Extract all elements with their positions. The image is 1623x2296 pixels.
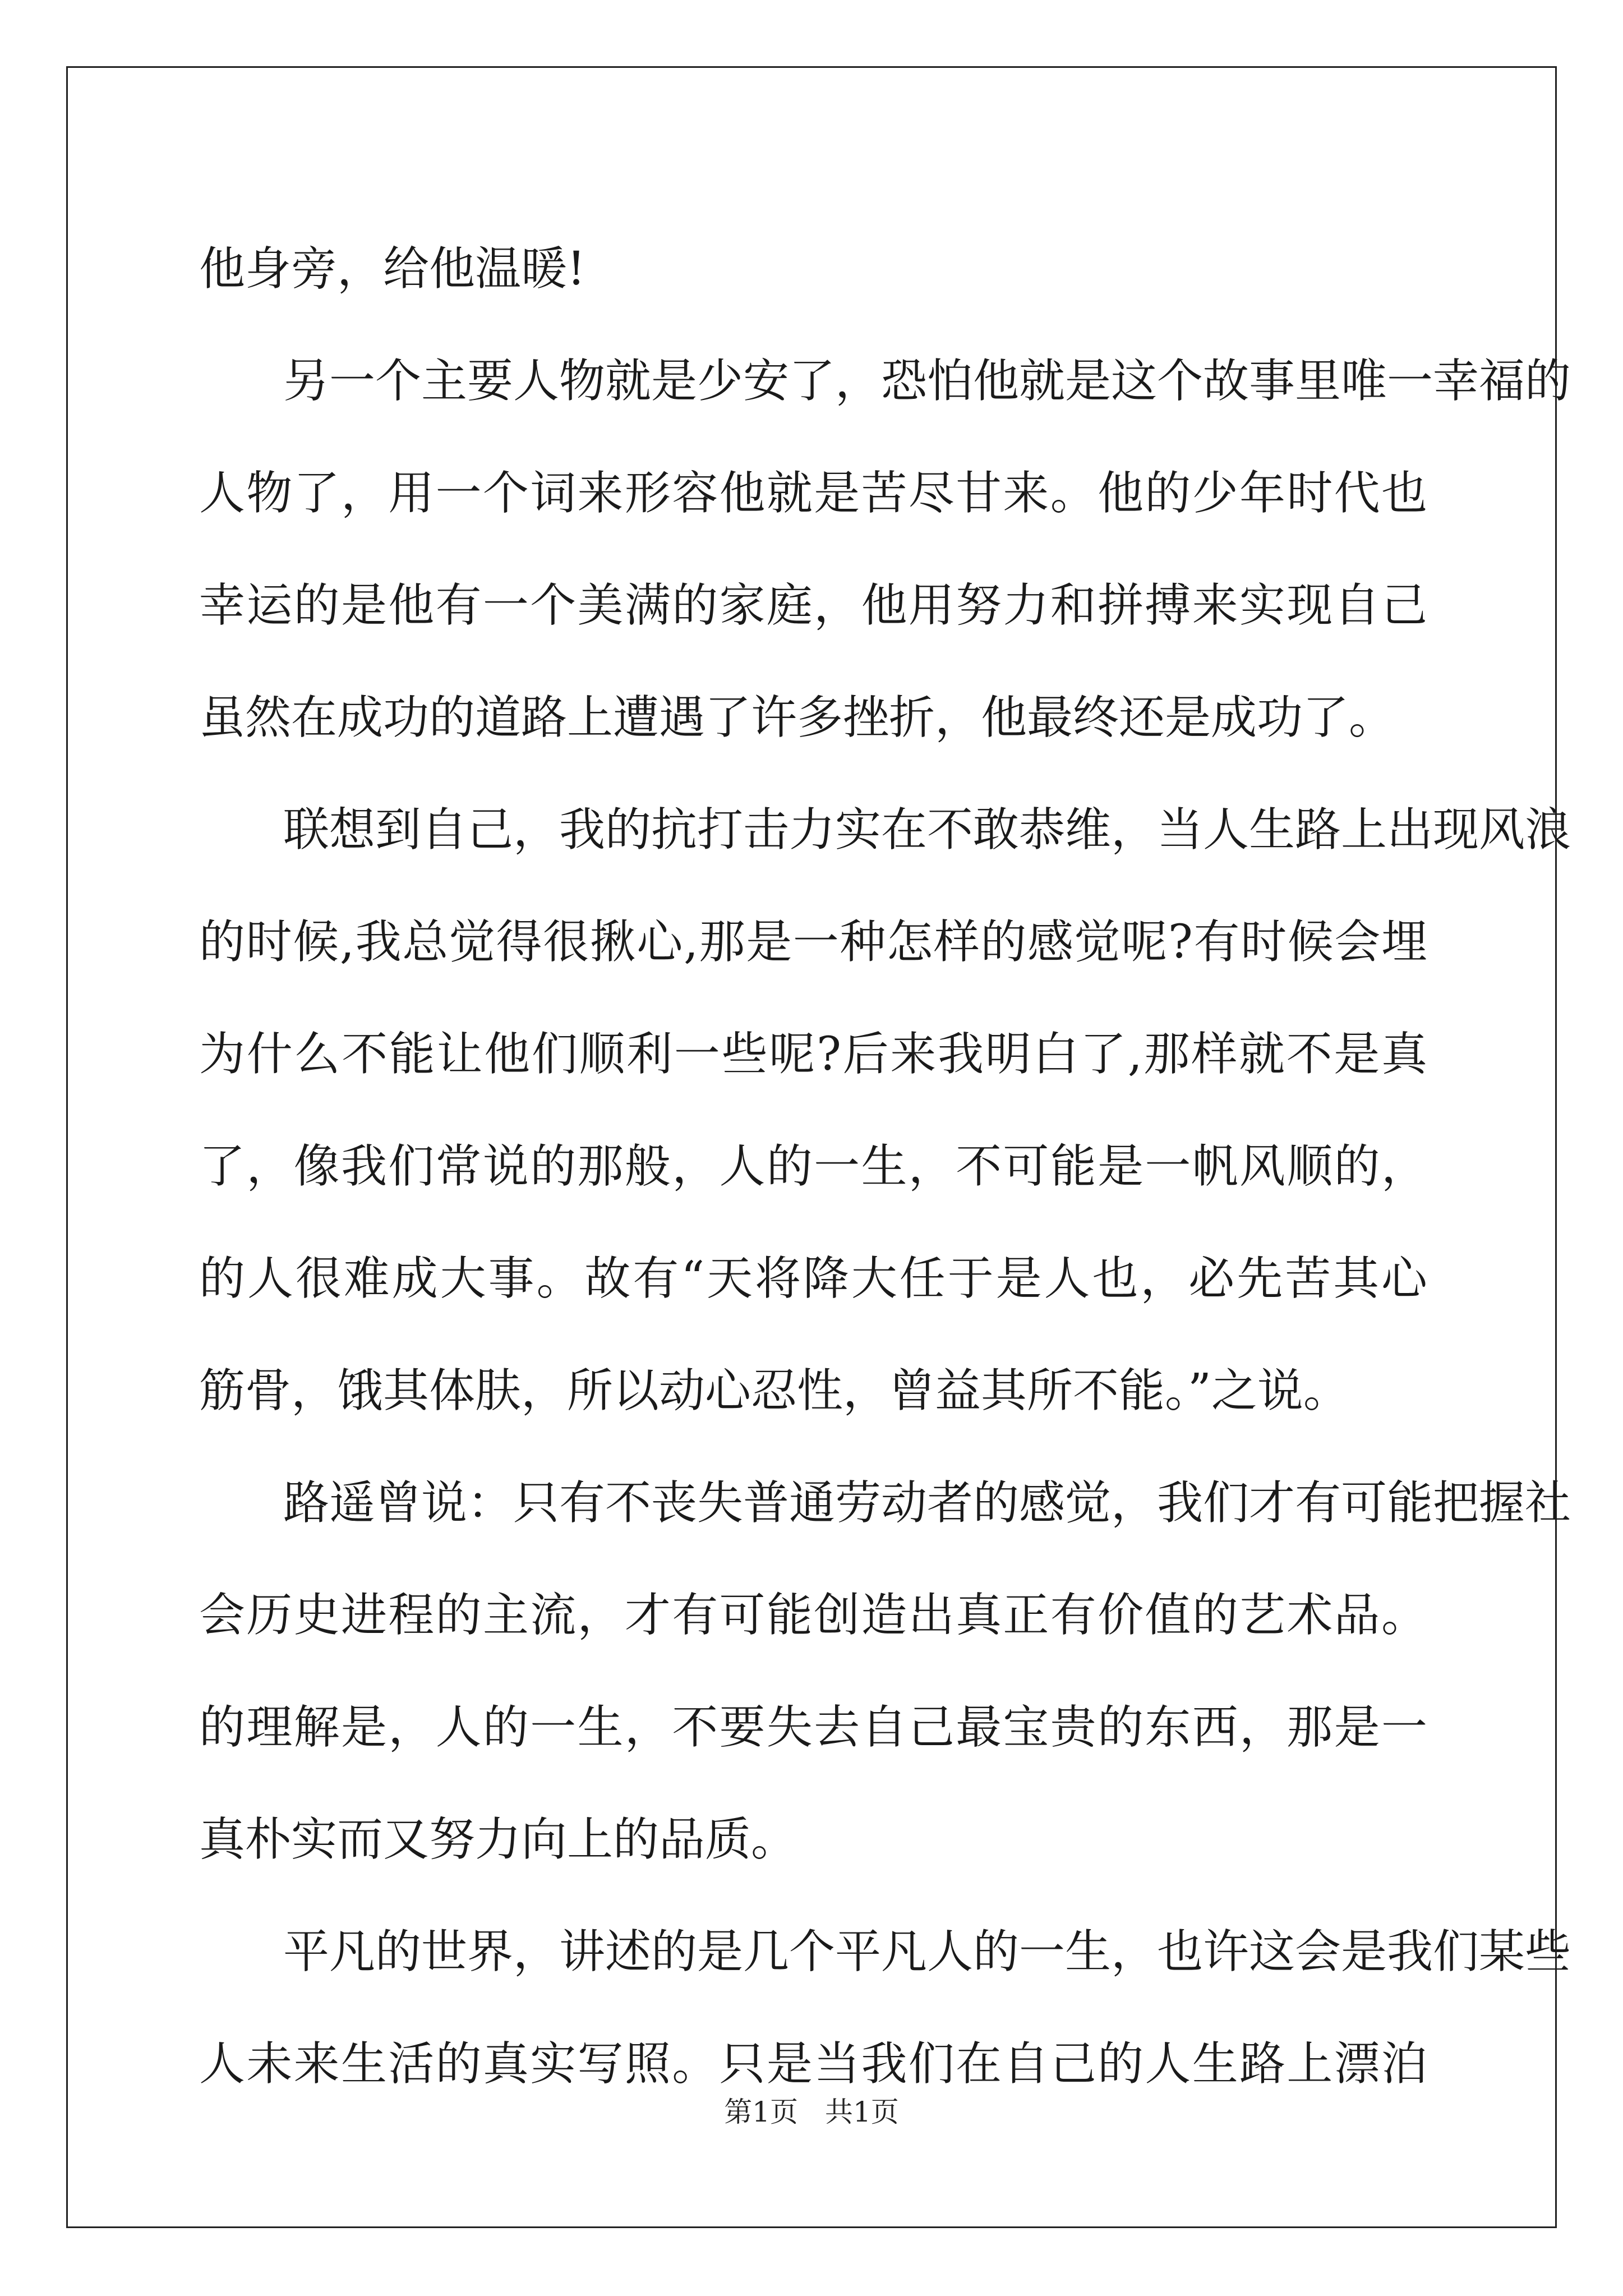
document-body [199, 213, 1571, 2120]
page-total-label: 共1页 [825, 2096, 899, 2128]
text-line: 的理解是，人的一生，不要失去自己最宝贵的东西，那是一 [199, 1701, 1427, 1754]
text-line: 真朴实而又努力向上的品质。 [199, 1813, 797, 1866]
text-line: 人未来生活的真实写照。只是当我们在自己的人生路上漂泊 [199, 2037, 1427, 2091]
text-line: 人物了，用一个词来形容他就是苦尽甘来。他的少年时代也 [199, 467, 1427, 520]
page-footer [0, 2090, 1623, 2130]
text-line: 了，像我们常说的那般，人的一生，不可能是一帆风顺的， [199, 1140, 1427, 1193]
text-line: 的时候,我总觉得很揪心,那是一种怎样的感觉呢?有时候会埋 [199, 915, 1427, 969]
text-line: 平凡的世界，讲述的是几个平凡人的一生，也许这会是我们某些 [283, 1925, 1571, 1978]
text-line: 另一个主要人物就是少安了，恐怕他就是这个故事里唯一幸福的 [283, 355, 1571, 408]
text-line: 虽然在成功的道路上遭遇了许多挫折，他最终还是成功了。 [199, 691, 1395, 744]
text-line: 他身旁，给他温暖! [199, 242, 585, 296]
text-line: 路遥曾说：只有不丧失普通劳动者的感觉，我们才有可能把握社 [283, 1476, 1571, 1530]
text-line: 联想到自己，我的抗打击力实在不敢恭维，当人生路上出现风浪 [283, 803, 1571, 857]
text-line: 幸运的是他有一个美满的家庭，他用努力和拼搏来实现自己 [199, 579, 1427, 632]
text-line: 筋骨，饿其体肤，所以动心忍性，曾益其所不能。”之说。 [199, 1364, 1349, 1418]
page-number-label: 第1页 [724, 2096, 798, 2128]
text-line: 的人很难成大事。故有“天将降大任于是人也，必先苦其心 [199, 1252, 1427, 1305]
text-line: 为什么不能让他们顺利一些呢?后来我明白了,那样就不是真 [199, 1028, 1427, 1081]
text-line: 会历史进程的主流，才有可能创造出真正有价值的艺术品。 [199, 1589, 1427, 1642]
